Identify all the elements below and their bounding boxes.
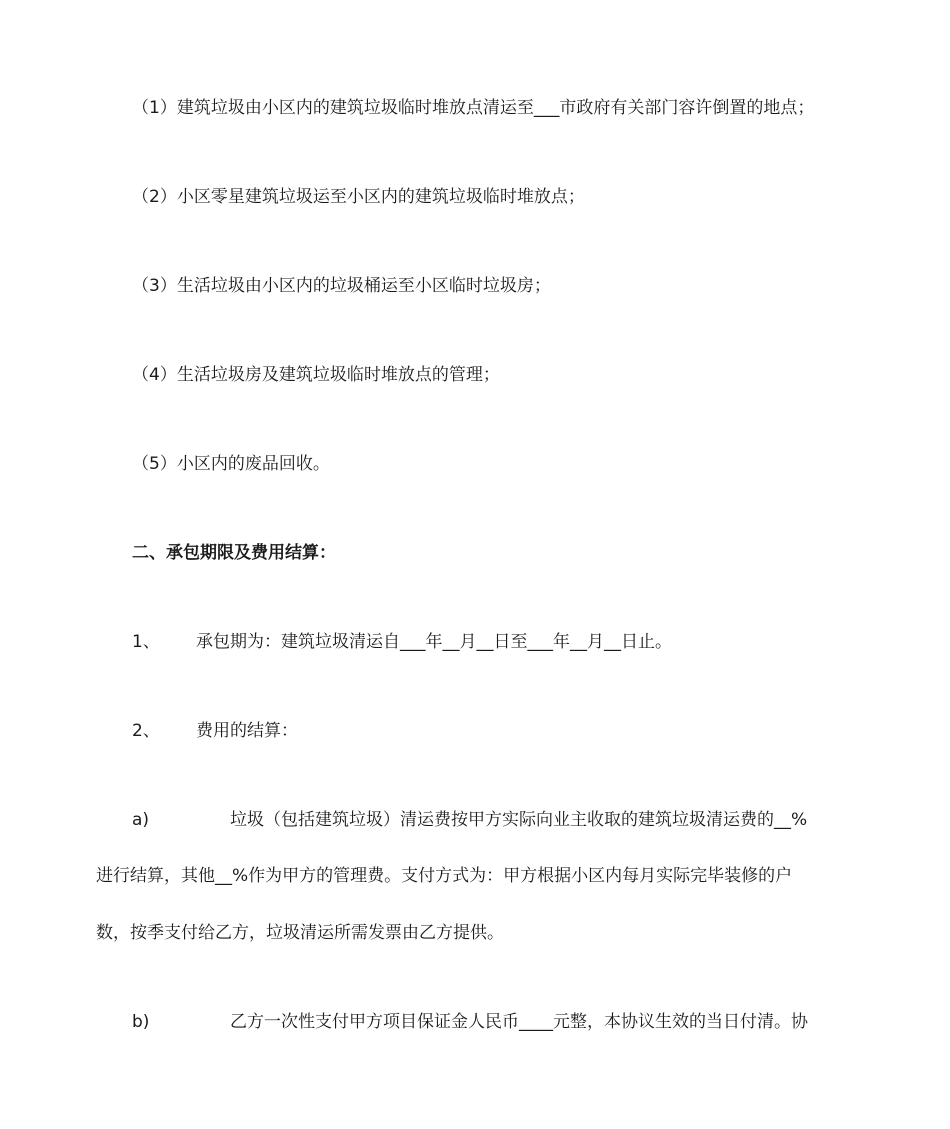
list-item: （4）生活垃圾房及建筑垃圾临时堆放点的管理； — [132, 365, 500, 385]
clause-text: 垃圾（包括建筑垃圾）清运费按甲方实际向业主收取的建筑垃圾清运费的__% — [230, 810, 808, 830]
clause-a-line-3: 数，按季支付给乙方，垃圾清运所需发票由乙方提供。 — [96, 923, 504, 943]
list-item: （3）生活垃圾由小区内的垃圾桶运至小区临时垃圾房； — [132, 276, 551, 296]
list-item: （5）小区内的废品回收。 — [132, 454, 330, 474]
item-text: 承包期为：建筑垃圾清运自___年__月__日至___年__月__日止。 — [196, 632, 672, 652]
item-text: 费用的结算： — [196, 721, 298, 741]
clause-label: b) — [132, 1012, 150, 1032]
clause-a-line-2: 进行结算，其他__%作为甲方的管理费。支付方式为：甲方根据小区内每月实际完毕装修的户 — [96, 866, 793, 886]
section-heading: 二、承包期限及费用结算： — [132, 543, 336, 563]
item-number: 1、 — [132, 632, 160, 652]
list-item: （2）小区零星建筑垃圾运至小区内的建筑垃圾临时堆放点； — [132, 187, 585, 207]
item-number: 2、 — [132, 721, 160, 741]
clause-label: a) — [132, 810, 150, 830]
list-item: （1）建筑垃圾由小区内的建筑垃圾临时堆放点清运至___市政府有关部门容许倒置的地点； — [132, 98, 815, 118]
clause-text: 乙方一次性支付甲方项目保证金人民币____元整，本协议生效的当日付清。协 — [230, 1012, 808, 1032]
